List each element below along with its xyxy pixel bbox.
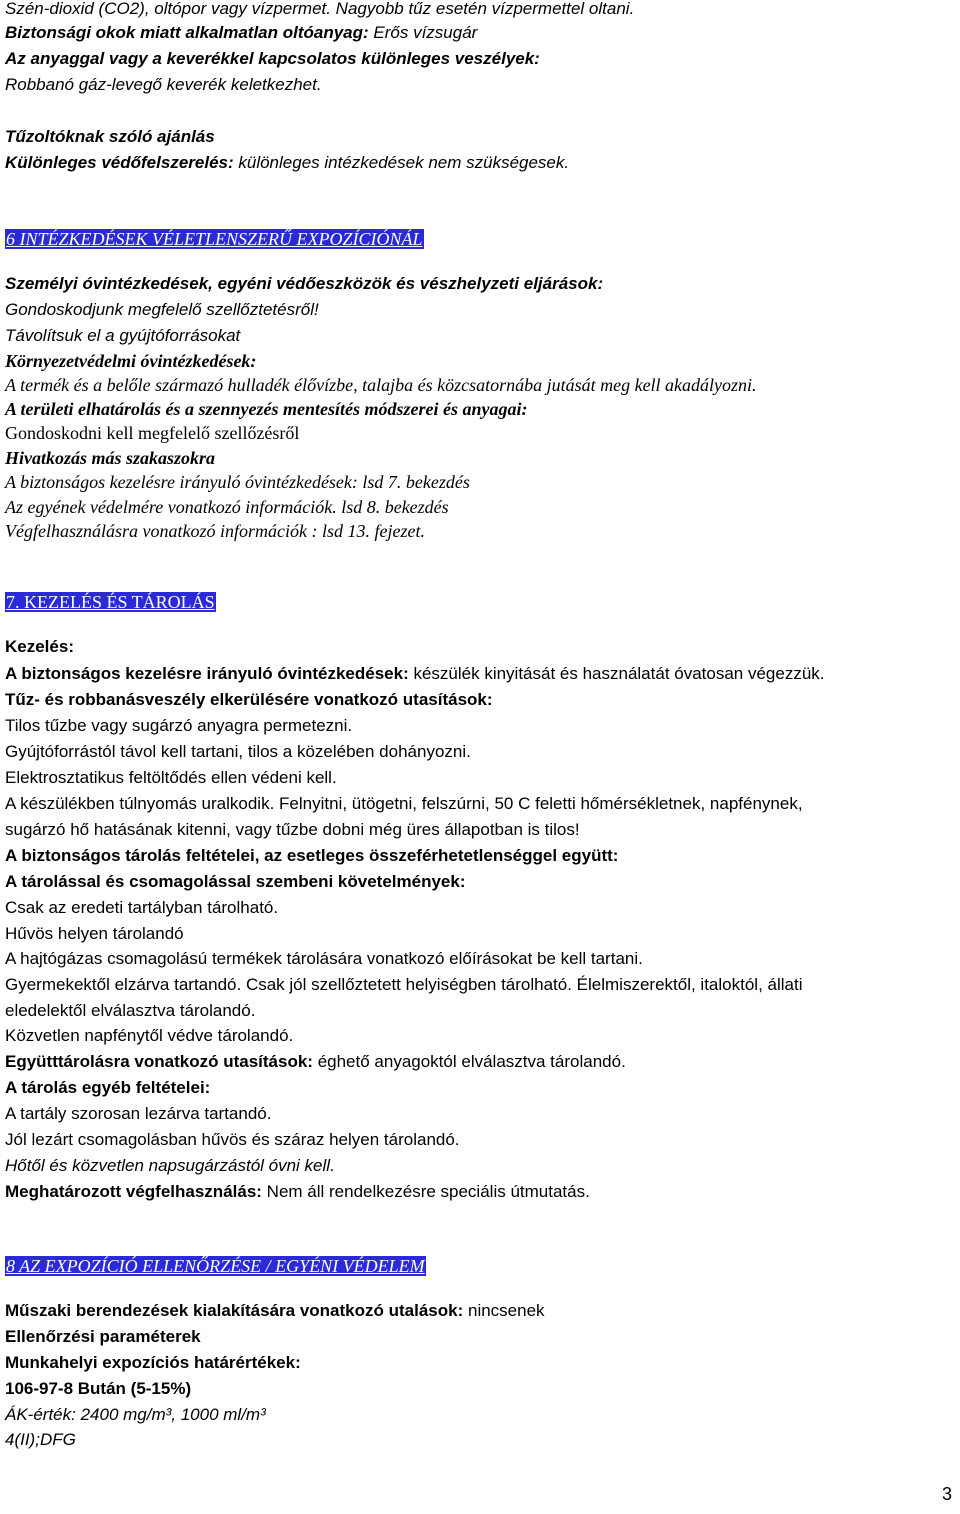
text-line: Személyi óvintézkedések, egyéni védőeszközök és vészhelyzeti eljárások: — [5, 274, 604, 293]
text-line: A biztonságos kezelésre irányuló óvintézkedések: lsd 7. bekezdés — [5, 472, 470, 492]
text-line: Hőtől és közvetlen napsugárzástól óvni kell. — [5, 1156, 335, 1175]
text-line: A termék és a belőle származó hulladék élővízbe, talajba és közcsatornába jutását meg kell akadályozni. — [5, 375, 757, 395]
text-line: Munkahelyi expozíciós határértékek: — [5, 1353, 301, 1372]
text-value: különleges intézkedések nem szükségesek. — [233, 153, 570, 172]
text-line: Robbanó gáz-levegő keverék keletkezhet. — [5, 75, 322, 94]
text-line: eledelektől elválasztva tárolandó. — [5, 1001, 256, 1020]
text-line: A tárolás egyéb feltételei: — [5, 1078, 211, 1097]
text-line: sugárzó hő hatásának kitenni, vagy tűzbe dobni még üres állapotban is tilos! — [5, 820, 580, 839]
text-line: Tűz- és robbanásveszély elkerülésére vonatkozó utasítások: — [5, 690, 493, 709]
text-line: Gyermekektől elzárva tartandó. Csak jól szellőztetett helyiségben tárolható. Élelmiszerektől, italoktól, állati — [5, 975, 803, 994]
text-line: 106-97-8 Bután (5-15%) — [5, 1379, 192, 1398]
text-line: A területi elhatárolás és a szennyezés mentesítés módszerei és anyagai: — [5, 399, 528, 419]
text-line: Elektrosztatikus feltöltődés ellen védeni kell. — [5, 768, 337, 787]
text-line — [5, 1181, 590, 1203]
subheading: Kezelés: — [5, 637, 74, 656]
bold-label: Különleges védőfelszerelés: — [5, 153, 234, 172]
text-line: Csak az eredeti tartályban tárolható. — [5, 898, 279, 917]
bold-label: Biztonsági okok miatt alkalmatlan oltóanyag: — [5, 23, 369, 42]
bold-label: A biztonságos kezelésre irányuló óvintézkedések: — [5, 664, 409, 683]
text-line: Az anyaggal vagy a keverékkel kapcsolatos különleges veszélyek: — [5, 49, 540, 68]
text-line: Hűvös helyen tárolandó — [5, 924, 184, 943]
text-line: Hivatkozás más szakaszokra — [5, 448, 216, 468]
text-value: Erős vízsugár — [368, 23, 478, 42]
text-value: nincsenek — [463, 1301, 545, 1320]
text-line: A tartály szorosan lezárva tartandó. — [5, 1104, 272, 1123]
text-line — [5, 663, 825, 685]
text-line: Gondoskodjunk megfelelő szellőztetésről! — [5, 300, 319, 319]
text-line: A hajtógázas csomagolású termékek tárolására vonatkozó előírásokat be kell tartani. — [5, 949, 643, 968]
text-line: Gyújtóforrástól távol kell tartani, tilos a közelében dohányozni. — [5, 742, 471, 761]
text-line: Ellenőrzési paraméterek — [5, 1327, 201, 1346]
text-line: Távolítsuk el a gyújtóforrásokat — [5, 326, 241, 345]
text-line: Szén-dioxid (CO2), oltópor vagy vízpermet. Nagyobb tűz esetén vízpermettel oltani. — [5, 0, 635, 18]
text-line — [5, 22, 477, 44]
text-line: A készülékben túlnyomás uralkodik. Felnyitni, ütögetni, felszúrni, 50 C feletti hőmérsékletnek, napfénynek, — [5, 794, 803, 813]
text-line: Végfelhasználásra vonatkozó információk : lsd 13. fejezet. — [5, 521, 425, 541]
text-value: készülék kinyitását és használatát óvatosan végezzük. — [408, 664, 825, 683]
section-6-heading: 6 INTÉZKEDÉSEK VÉLETLENSZERŰ EXPOZÍCIÓNÁL — [6, 229, 423, 249]
text-line — [5, 1051, 626, 1073]
subheading: Tűzoltóknak szóló ajánlás — [5, 127, 215, 146]
text-line: Tilos tűzbe vagy sugárzó anyagra permetezni. — [5, 716, 353, 735]
text-line: 4(II);DFG — [5, 1430, 76, 1449]
text-value: éghető anyagoktól elválasztva tárolandó. — [312, 1052, 626, 1071]
section-7-heading: 7. KEZELÉS ÉS TÁROLÁS — [6, 592, 215, 612]
bold-label: Meghatározott végfelhasználás: — [5, 1182, 262, 1201]
bold-label: Együtttárolásra vonatkozó utasítások: — [5, 1052, 313, 1071]
text-line: Környezetvédelmi óvintézkedések: — [5, 351, 257, 371]
section-8-heading: 8 AZ EXPOZÍCIÓ ELLENŐRZÉSE / EGYÉNI VÉDELEM — [6, 1256, 425, 1276]
text-line: Az egyének védelmére vonatkozó információk. lsd 8. bekezdés — [5, 497, 449, 517]
text-line: A tárolással és csomagolással szembeni követelmények: — [5, 872, 466, 891]
text-line: A biztonságos tárolás feltételei, az esetleges összeférhetetlenséggel együtt: — [5, 846, 619, 865]
text-line — [5, 1300, 545, 1322]
text-line: Jól lezárt csomagolásban hűvös és száraz helyen tárolandó. — [5, 1130, 460, 1149]
bold-label: Műszaki berendezések kialakítására vonatkozó utalások: — [5, 1301, 464, 1320]
text-line: Gondoskodni kell megfelelő szellőzésről — [5, 423, 300, 443]
text-line — [5, 152, 569, 174]
text-value: Nem áll rendelkezésre speciális útmutatás. — [261, 1182, 590, 1201]
text-line: Közvetlen napfénytől védve tárolandó. — [5, 1026, 294, 1045]
page-number: 3 — [941, 1484, 952, 1504]
text-line: ÁK-érték: 2400 mg/m³, 1000 ml/m³ — [5, 1405, 266, 1424]
